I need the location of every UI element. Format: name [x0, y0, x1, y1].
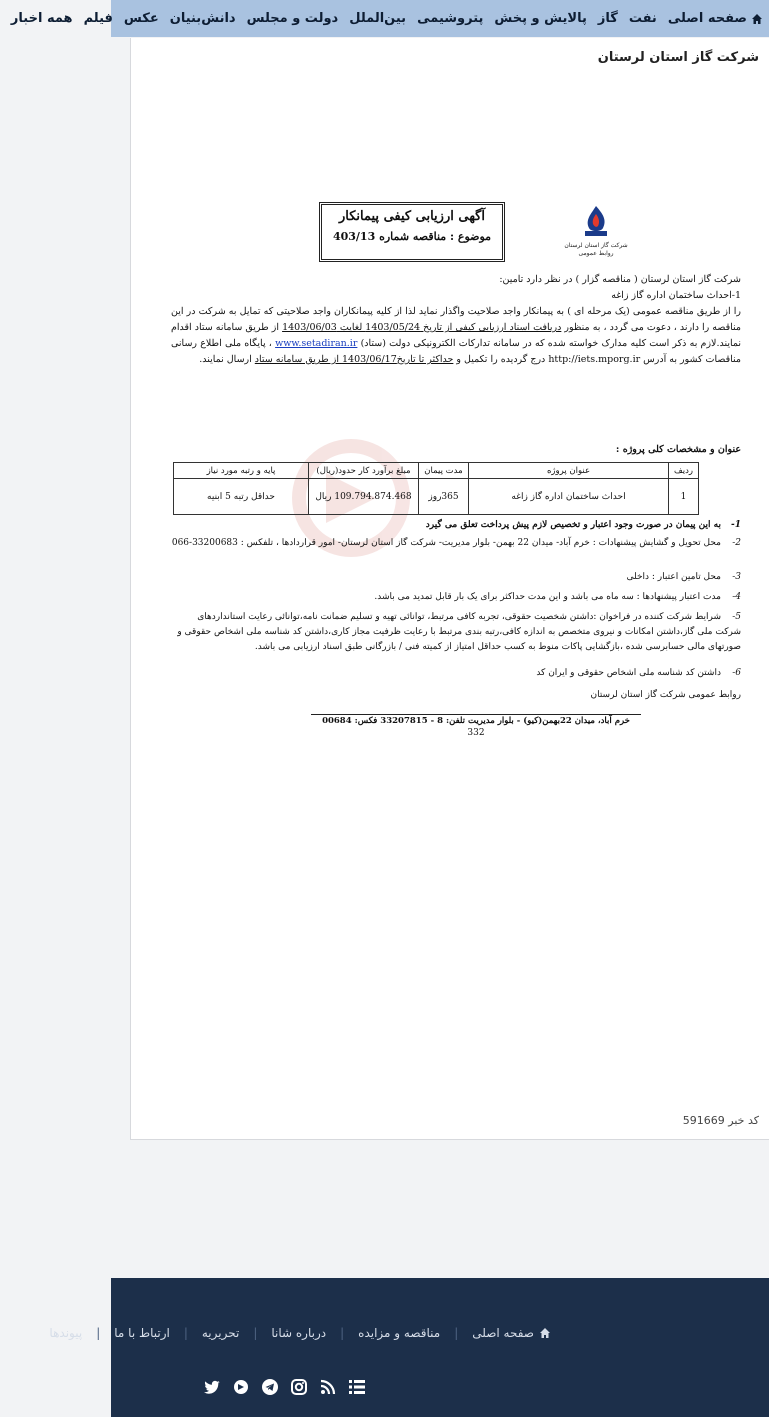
list-item — [171, 590, 741, 605]
list-icon[interactable] — [348, 1378, 366, 1396]
nav-item-photo[interactable]: عکس — [123, 11, 159, 26]
nav-item-label: صفحه اصلی — [667, 11, 747, 26]
logo-caption-1: شرکت گاز استان لرستان — [564, 242, 628, 249]
content-card — [130, 38, 769, 1140]
announcement-title-box — [319, 202, 505, 262]
table-cell: 365روز — [419, 479, 469, 515]
footer-links — [35, 1326, 551, 1340]
nav-item-government[interactable]: دولت و مجلس — [246, 11, 339, 26]
footer-link-label: صفحه اصلی — [472, 1326, 534, 1340]
list-number: 4- — [732, 592, 741, 602]
tender-number: موضوع : مناقصه شماره 403/13 — [332, 230, 492, 243]
page-number: 332 — [467, 728, 485, 738]
table-row — [174, 479, 699, 515]
document-address: خرم آباد، میدان 22بهمن(کیو) - بلوار مدیریت تلفن: 8 - 33207815 فکس: 00684 — [311, 714, 641, 726]
site-footer — [49, 1278, 769, 1417]
footer-separator: | — [96, 1326, 101, 1340]
table-header: پایه و رتبه مورد نیاز — [174, 463, 309, 479]
footer-link-contact[interactable]: ارتباط با ما — [114, 1326, 170, 1340]
footer-separator: | — [253, 1326, 258, 1340]
list-text: داشتن کد شناسه ملی اشخاص حقوقی و ایران کد — [536, 668, 721, 678]
nav-item-international[interactable]: بین‌الملل — [349, 11, 407, 26]
rss-icon[interactable] — [319, 1378, 337, 1396]
para-part-3: ، پایگاه ملی اطلاع رسانی مناقصات کشور به آدرس http://iets.mporg.ir درج گردیده را تکمیل و — [171, 338, 741, 365]
table-cell: 109.794.874.468 ریال — [309, 479, 419, 515]
para-part-1: را از طریق مناقصه عمومی (یک مرحله ای ) به پیمانکار واجد صلاحیت واگذار نماید لذا از کلیه پیمانکاران واجد صلاحیتی که تمایل به شرکت در این مناقصه را دارند ، دعوت می گردد ، به منظور — [171, 306, 741, 333]
footer-link-links[interactable]: پیوندها — [49, 1326, 83, 1340]
nav-item-knowledge[interactable]: دانش‌بنیان — [169, 11, 236, 26]
table-header: ردیف — [669, 463, 699, 479]
nav-item-gas[interactable]: گاز — [597, 11, 618, 26]
nav-list — [0, 0, 763, 37]
footer-separator: | — [454, 1326, 459, 1340]
social-icons — [203, 1378, 377, 1396]
list-text: به این پیمان در صورت وجود اعتبار و تخصیص لازم پیش پرداخت تعلق می گیرد — [425, 520, 721, 530]
footer-link-editorial[interactable]: تحریریه — [201, 1326, 240, 1340]
list-item — [171, 666, 741, 681]
list-text: مدت اعتبار پیشنهادها : سه ماه می باشد و این مدت حداکثر برای یک بار قابل تمدید می باشد. — [374, 592, 721, 602]
footer-link-home[interactable] — [472, 1326, 551, 1340]
list-text: شرایط شرکت کننده در فراخوان :داشتن شخصیت حقوقی، تجربه کافی مرتبط، توانائی تهیه و تسلیم ضمانت نامه،توانائی رعایت استانداردهای شرکت ملی گاز،داشتن امکانات و نیروی متخصص به اندازه کافی،رتبه بندی مرتبط با رعایت ظرفیت مجاز کاری،داشتن کد شناسه ملی اشخاص حقوقی و صورتهای مالی حسابرسی شده ،بازگشایی پاکات منوط به کسب حداقل امتیاز از کمیته فنی / بازرگانی طبق اسناد ارزیابی می باشد. — [177, 612, 741, 652]
twitter-icon[interactable] — [203, 1378, 221, 1396]
page-title: شرکت گاز استان لرستان — [597, 50, 759, 65]
telegram-icon[interactable] — [261, 1378, 279, 1396]
para-dates: دریافت اسناد ارزیابی کیفی از تاریخ 1403/05/24 لغایت 1403/06/03 — [282, 322, 562, 333]
main-paragraph — [171, 304, 741, 368]
tender-document — [171, 198, 741, 738]
intro-text: شرکت گاز استان لرستان ( مناقصه گزار ) در نظر دارد تامین: — [499, 274, 741, 285]
list-item — [171, 536, 741, 551]
signature: روابط عمومی شرکت گاز استان لرستان — [590, 690, 741, 700]
instagram-icon[interactable] — [290, 1378, 308, 1396]
news-code: کد خبر 591669 — [682, 1114, 759, 1127]
footer-link-about[interactable]: درباره شانا — [271, 1326, 327, 1340]
list-number: 1- — [730, 520, 741, 530]
para-part-4: ارسال نمایند. — [199, 354, 255, 365]
list-number: 5- — [732, 612, 741, 622]
footer-link-tenders[interactable]: مناقصه و مزایده — [358, 1326, 441, 1340]
table-header: مدت پیمان — [419, 463, 469, 479]
nav-item-refining[interactable]: پالایش و پخش — [494, 11, 587, 26]
nav-item-all-news[interactable]: همه اخبار — [10, 11, 73, 26]
list-number: 2- — [732, 538, 741, 548]
list-text: محل تحویل و گشایش پیشنهادات : خرم آباد- میدان 22 بهمن- بلوار مدیریت- شرکت گاز استان لرستان- امور قراردادها ، تلفکس : 33200683-066 — [171, 538, 721, 548]
para-part-2: از طریق سامانه ستاد اقدام نمایند.لازم به ذکر است کلیه مدارک خواسته شده که در سامانه تدارکات الکترونیکی دولت (ستاد) — [171, 322, 741, 349]
nav-item-video[interactable]: فیلم — [83, 11, 113, 26]
footer-separator: | — [340, 1326, 345, 1340]
table-cell: احداث ساختمان اداره گاز زاغه — [469, 479, 669, 515]
logo-caption-2: روابط عمومی — [578, 250, 614, 257]
nav-item-home[interactable] — [668, 11, 763, 26]
announcement-title: آگهی ارزیابی کیفی پیمانکار — [339, 209, 485, 224]
list-text: محل تامین اعتبار : داخلی — [626, 572, 721, 582]
nav-item-oil[interactable]: نفت — [628, 11, 657, 26]
nav-item-petrochemical[interactable]: پتروشیمی — [417, 11, 484, 26]
table-cell: 1 — [669, 479, 699, 515]
item-1: 1-احداث ساختمان اداره گاز زاغه — [611, 290, 741, 301]
table-cell: حداقل رتبه 5 ابنیه — [174, 479, 309, 515]
list-number: 6- — [732, 668, 741, 678]
company-logo — [551, 204, 641, 266]
home-icon — [539, 1327, 551, 1339]
aparat-icon[interactable] — [232, 1378, 250, 1396]
home-icon — [751, 13, 763, 25]
footer-separator: | — [183, 1326, 188, 1340]
list-item — [171, 570, 741, 585]
table-intro: عنوان و مشخصات کلی پروژه : — [615, 444, 741, 455]
table-header-row — [174, 463, 699, 479]
project-table — [173, 462, 699, 515]
list-number: 3- — [732, 572, 741, 582]
top-nav — [10, 0, 769, 37]
gas-flame-icon — [575, 204, 617, 238]
table-header: عنوان پروژه — [469, 463, 669, 479]
table-header: مبلغ برآورد کار حدود(ریال) — [309, 463, 419, 479]
setadiran-link[interactable]: www.setadiran.ir — [275, 338, 358, 349]
list-item — [171, 518, 741, 533]
para-deadline: حداکثر تا تاریخ1403/06/17 از طریق سامانه ستاد — [254, 354, 454, 365]
list-item — [171, 610, 741, 655]
